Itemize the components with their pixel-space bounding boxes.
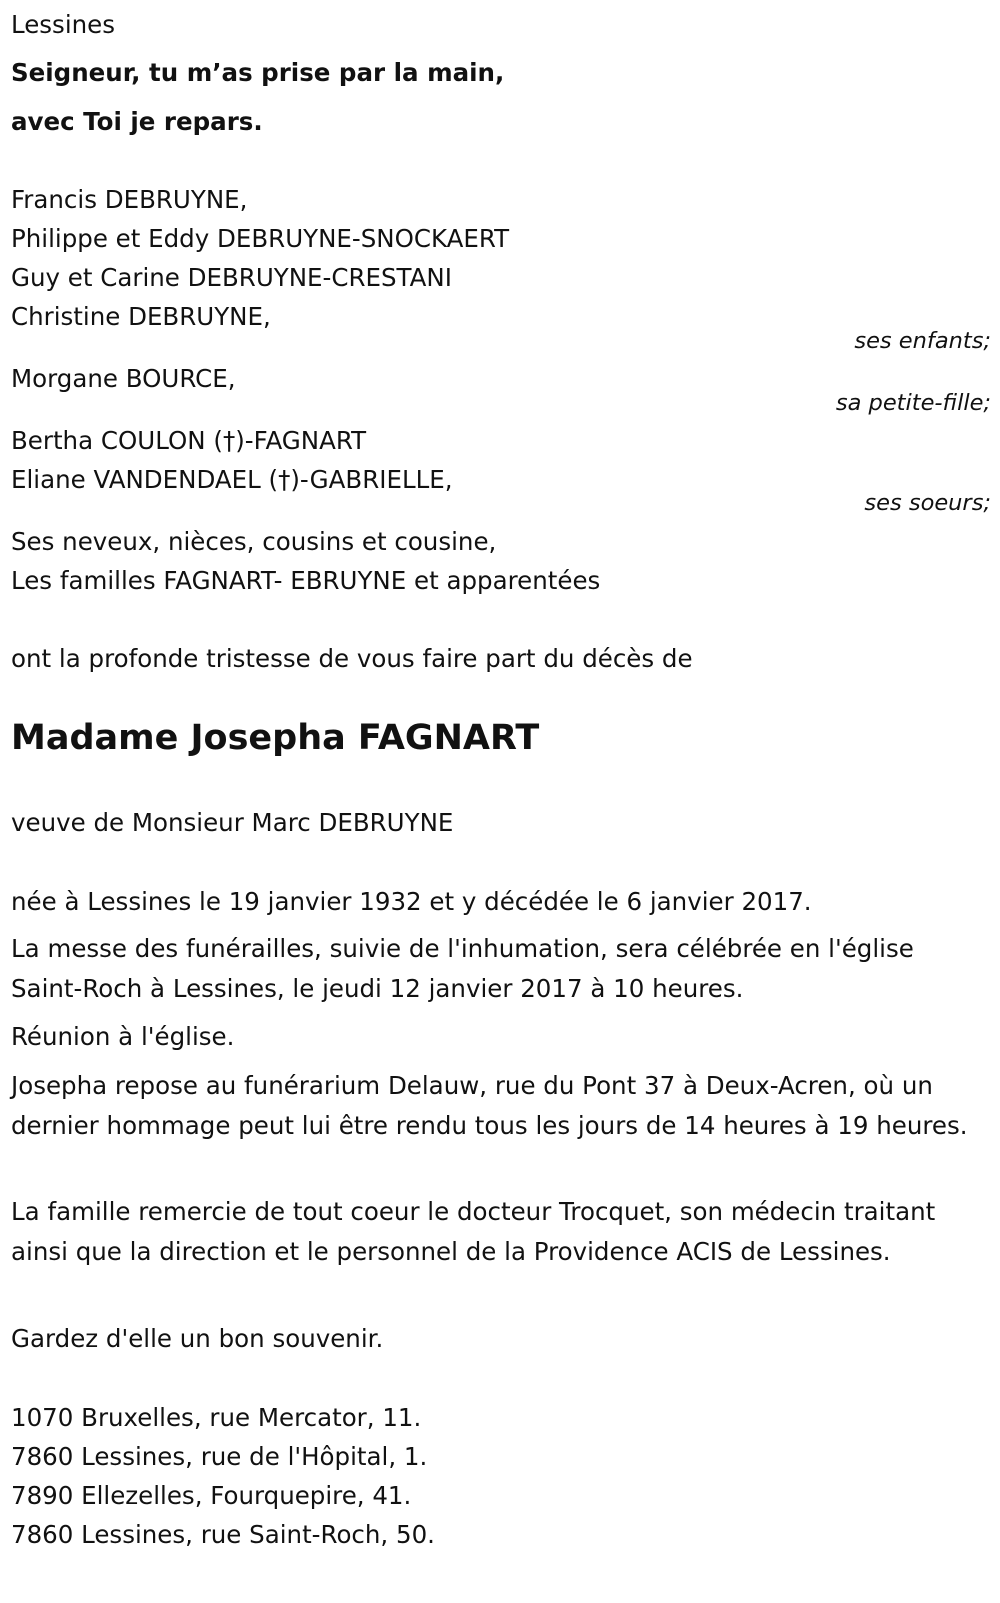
sister-name: Eliane VANDENDAEL (†)-GABRIELLE,	[11, 465, 453, 494]
granddaughter-role: sa petite-fille;	[835, 390, 991, 416]
address: 7890 Ellezelles, Fourquepire, 41.	[11, 1481, 412, 1510]
child-name: Guy et Carine DEBRUYNE-CRESTANI	[11, 263, 452, 292]
widow-of: veuve de Monsieur Marc DEBRUYNE	[11, 808, 454, 837]
verse-line-1: Seigneur, tu m’as prise par la main,	[11, 58, 505, 87]
address: 7860 Lessines, rue de l'Hôpital, 1.	[11, 1442, 428, 1471]
other-relatives: Ses neveux, nièces, cousins et cousine,	[11, 527, 497, 556]
thanks: La famille remercie de tout coeur le docteur Trocquet, son médecin traitant ainsi que la direction et le personnel de la Providence ACIS de Lessines.	[11, 1197, 936, 1266]
deceased-name: Madame Josepha FAGNART	[11, 718, 540, 758]
sister-name: Bertha COULON (†)-FAGNART	[11, 426, 367, 455]
meeting-info: Réunion à l'église.	[11, 1022, 235, 1051]
address: 7860 Lessines, rue Saint-Roch, 50.	[11, 1520, 435, 1549]
birth-death-dates: née à Lessines le 19 janvier 1932 et y décédée le 6 janvier 2017.	[11, 887, 812, 916]
children-role: ses enfants;	[854, 328, 991, 354]
memory-note: Gardez d'elle un bon souvenir.	[11, 1324, 384, 1353]
other-relatives: Les familles FAGNART- EBRUYNE et apparentées	[11, 566, 601, 595]
child-name: Philippe et Eddy DEBRUYNE-SNOCKAERT	[11, 224, 510, 253]
repose-info: Josepha repose au funérarium Delauw, rue du Pont 37 à Deux-Acren, où un dernier hommage peut lui être rendu tous les jours de 14 heures à 19 heures.	[11, 1071, 968, 1140]
address: 1070 Bruxelles, rue Mercator, 11.	[11, 1403, 422, 1432]
announcement: ont la profonde tristesse de vous faire part du décès de	[11, 644, 693, 673]
granddaughter-name: Morgane BOURCE,	[11, 364, 236, 393]
location: Lessines	[11, 10, 115, 39]
sisters-role: ses soeurs;	[864, 490, 991, 516]
verse-line-2: avec Toi je repars.	[11, 107, 263, 136]
child-name: Francis DEBRUYNE,	[11, 185, 248, 214]
funeral-details: La messe des funérailles, suivie de l'inhumation, sera célébrée en l'église Saint-Roch à Lessines, le jeudi 12 janvier 2017 à 10 heures.	[11, 934, 914, 1003]
child-name: Christine DEBRUYNE,	[11, 302, 271, 331]
